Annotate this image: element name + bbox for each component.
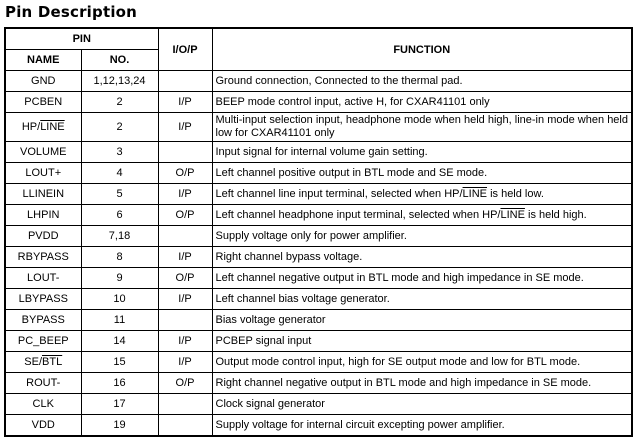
pin-function-cell: Right channel bypass voltage. [212, 247, 632, 268]
pin-iop-cell: I/P [158, 113, 212, 142]
pin-no-cell: 16 [81, 373, 158, 394]
header-name: NAME [5, 50, 81, 71]
pin-no-cell: 3 [81, 142, 158, 163]
table-row [5, 247, 632, 268]
pin-iop-cell: I/P [158, 92, 212, 113]
pin-name-cell: GND [5, 71, 81, 92]
pin-no-cell: 19 [81, 415, 158, 437]
pin-no-cell: 17 [81, 394, 158, 415]
pin-iop-cell [158, 310, 212, 331]
pin-name-cell: BYPASS [5, 310, 81, 331]
pin-name-cell: ROUT- [5, 373, 81, 394]
pin-function-cell: Clock signal generator [212, 394, 632, 415]
pin-iop-cell: I/P [158, 184, 212, 205]
pin-function-cell: PCBEP signal input [212, 331, 632, 352]
pin-no-cell: 8 [81, 247, 158, 268]
pin-iop-cell [158, 226, 212, 247]
pin-name-cell: $SE/\overline{BTL}$ [5, 352, 81, 373]
pin-iop-cell [158, 71, 212, 92]
pin-function-cell: Left channel positive output in BTL mode and SE mode. [212, 163, 632, 184]
pin-no-cell: 11 [81, 310, 158, 331]
table-row [5, 415, 632, 437]
pin-no-cell: 14 [81, 331, 158, 352]
pin-name-cell: LLINEIN [5, 184, 81, 205]
table-body [5, 71, 632, 437]
table-row [5, 310, 632, 331]
pin-function-cell: Left channel headphone input terminal, selected when HP/LINE is held high. [212, 205, 632, 226]
pin-iop-cell: O/P [158, 205, 212, 226]
pin-no-cell: 2 [81, 92, 158, 113]
document-page [0, 3, 634, 437]
pin-no-cell: 1,12,13,24 [81, 71, 158, 92]
page-title: Pin Description [5, 3, 138, 21]
header-row-top [5, 28, 632, 50]
table-row [5, 113, 632, 142]
pin-description-table [4, 27, 633, 437]
table-row [5, 394, 632, 415]
pin-name-cell: PCBEN [5, 92, 81, 113]
pin-iop-cell: I/P [158, 247, 212, 268]
pin-no-cell: 7,18 [81, 226, 158, 247]
table-row [5, 226, 632, 247]
pin-function-cell: BEEP mode control input, active H, for CXAR41101 only [212, 92, 632, 113]
pin-function-cell: Bias voltage generator [212, 310, 632, 331]
pin-function-cell: Right channel negative output in BTL mode and high impedance in SE mode. [212, 373, 632, 394]
pin-iop-cell: I/P [158, 352, 212, 373]
pin-name-cell: VOLUME [5, 142, 81, 163]
pin-name-cell: PVDD [5, 226, 81, 247]
pin-no-cell: 9 [81, 268, 158, 289]
table-row [5, 352, 632, 373]
table-row [5, 163, 632, 184]
pin-no-cell: 10 [81, 289, 158, 310]
pin-no-cell: 2 [81, 113, 158, 142]
header-no: NO. [81, 50, 158, 71]
pin-name-cell: RBYPASS [5, 247, 81, 268]
table-row [5, 373, 632, 394]
pin-function-cell: Left channel bias voltage generator. [212, 289, 632, 310]
pin-iop-cell [158, 394, 212, 415]
table-row [5, 142, 632, 163]
pin-function-cell: Supply voltage only for power amplifier. [212, 226, 632, 247]
table-row [5, 331, 632, 352]
header-pin: PIN [5, 28, 158, 50]
table-row [5, 268, 632, 289]
pin-no-cell: 5 [81, 184, 158, 205]
pin-name-cell: VDD [5, 415, 81, 437]
pin-iop-cell: O/P [158, 268, 212, 289]
table-row [5, 205, 632, 226]
pin-name-cell: LHPIN [5, 205, 81, 226]
pin-no-cell: 6 [81, 205, 158, 226]
table-row [5, 92, 632, 113]
pin-iop-cell: O/P [158, 373, 212, 394]
header-iop: I/O/P [158, 28, 212, 71]
pin-name-cell: HP/LINE [5, 113, 81, 142]
pin-iop-cell [158, 415, 212, 437]
header-function: FUNCTION [212, 28, 632, 71]
pin-function-cell: Left channel negative output in BTL mode and high impedance in SE mode. [212, 268, 632, 289]
pin-function-cell: Ground connection, Connected to the thermal pad. [212, 71, 632, 92]
pin-iop-cell [158, 142, 212, 163]
pin-function-cell: Left channel line input terminal, selected when HP/LINE is held low. [212, 184, 632, 205]
pin-no-cell: 4 [81, 163, 158, 184]
pin-name-cell: LOUT+ [5, 163, 81, 184]
pin-function-cell: Output mode control input, high for SE output mode and low for BTL mode. [212, 352, 632, 373]
pin-no-cell: 15 [81, 352, 158, 373]
pin-name-cell: LOUT- [5, 268, 81, 289]
pin-function-cell: Input signal for internal volume gain setting. [212, 142, 632, 163]
table-row [5, 289, 632, 310]
pin-name-cell: CLK [5, 394, 81, 415]
pin-name-cell: LBYPASS [5, 289, 81, 310]
pin-iop-cell: I/P [158, 331, 212, 352]
table-row [5, 184, 632, 205]
pin-function-cell: Multi-input selection input, headphone mode when held high, line-in mode when held low for CXAR41101 only [212, 113, 632, 142]
table-header [5, 28, 632, 71]
table-row [5, 71, 632, 92]
pin-iop-cell: I/P [158, 289, 212, 310]
pin-function-cell: Supply voltage for internal circuit excepting power amplifier. [212, 415, 632, 437]
pin-name-cell: PC_BEEP [5, 331, 81, 352]
pin-iop-cell: O/P [158, 163, 212, 184]
